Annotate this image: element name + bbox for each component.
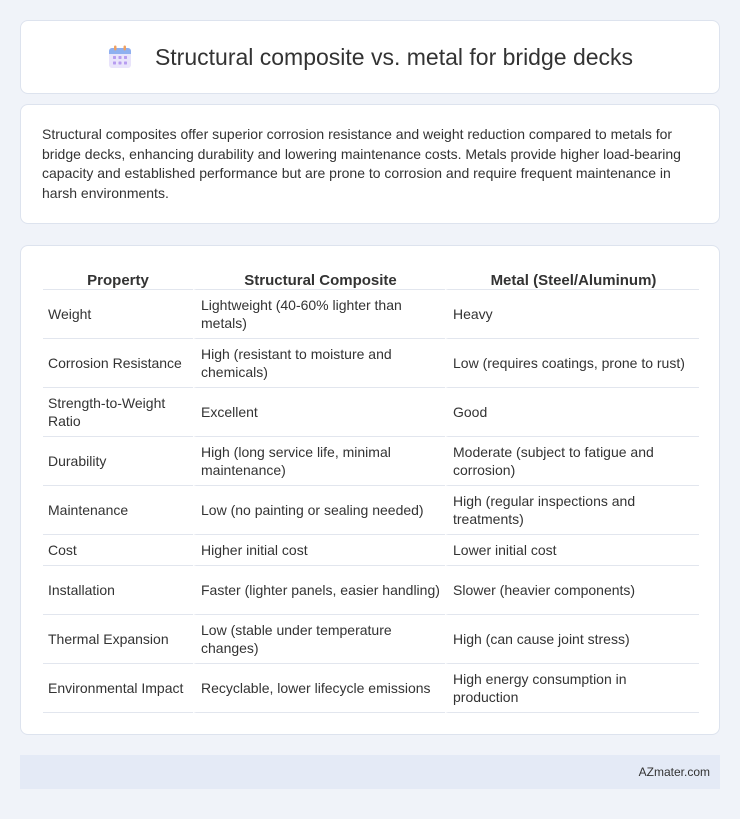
table-row xyxy=(43,290,699,339)
cell-composite: Faster (lighter panels, easier handling) xyxy=(193,566,445,615)
table-row xyxy=(43,339,699,388)
cell-metal: Low (requires coatings, prone to rust) xyxy=(445,339,699,388)
cell-composite: High (long service life, minimal maintenance) xyxy=(193,437,445,486)
table-row xyxy=(43,664,699,713)
cell-property: Thermal Expansion xyxy=(43,615,193,664)
footer-site-label: AZmater.com xyxy=(638,765,710,779)
cell-property: Installation xyxy=(43,566,193,615)
intro-text: Structural composites offer superior corrosion resistance and weight reduction compared to metals for bridge decks, enhancing durability and lowering maintenance costs. Metals provide higher load-bearing capacity and established performance but are prone to corrosion and require frequent maintenance in harsh environments. xyxy=(42,126,681,201)
cell-property: Durability xyxy=(43,437,193,486)
header-metal: Metal (Steel/Aluminum) xyxy=(445,266,699,290)
table-row xyxy=(43,437,699,486)
cell-property: Cost xyxy=(43,535,193,566)
cell-property: Maintenance xyxy=(43,486,193,535)
cell-metal: Good xyxy=(445,388,699,437)
cell-property: Corrosion Resistance xyxy=(43,339,193,388)
calendar-icon xyxy=(107,44,133,70)
page-title: Structural composite vs. metal for bridge decks xyxy=(154,43,634,70)
cell-metal: High (can cause joint stress) xyxy=(445,615,699,664)
comparison-table xyxy=(43,266,699,713)
cell-property: Strength-to-Weight Ratio xyxy=(43,388,193,437)
cell-metal: High (regular inspections and treatments) xyxy=(445,486,699,535)
table-row xyxy=(43,615,699,664)
table-header-row xyxy=(43,266,699,290)
table-row xyxy=(43,566,699,615)
cell-property: Environmental Impact xyxy=(43,664,193,713)
cell-composite: Low (stable under temperature changes) xyxy=(193,615,445,664)
table-row xyxy=(43,388,699,437)
comparison-card xyxy=(20,245,720,735)
cell-metal: High energy consumption in production xyxy=(445,664,699,713)
cell-composite: High (resistant to moisture and chemicals) xyxy=(193,339,445,388)
title-card xyxy=(20,20,720,94)
intro-card xyxy=(20,104,720,224)
cell-composite: Low (no painting or sealing needed) xyxy=(193,486,445,535)
header-property: Property xyxy=(43,266,193,290)
cell-composite: Excellent xyxy=(193,388,445,437)
cell-property: Weight xyxy=(43,290,193,339)
cell-composite: Recyclable, lower lifecycle emissions xyxy=(193,664,445,713)
cell-composite: Lightweight (40-60% lighter than metals) xyxy=(193,290,445,339)
cell-metal: Moderate (subject to fatigue and corrosion) xyxy=(445,437,699,486)
cell-composite: Higher initial cost xyxy=(193,535,445,566)
table-row xyxy=(43,486,699,535)
table-row xyxy=(43,535,699,566)
header-composite: Structural Composite xyxy=(193,266,445,290)
cell-metal: Lower initial cost xyxy=(445,535,699,566)
footer xyxy=(20,755,720,789)
cell-metal: Slower (heavier components) xyxy=(445,566,699,615)
cell-metal: Heavy xyxy=(445,290,699,339)
